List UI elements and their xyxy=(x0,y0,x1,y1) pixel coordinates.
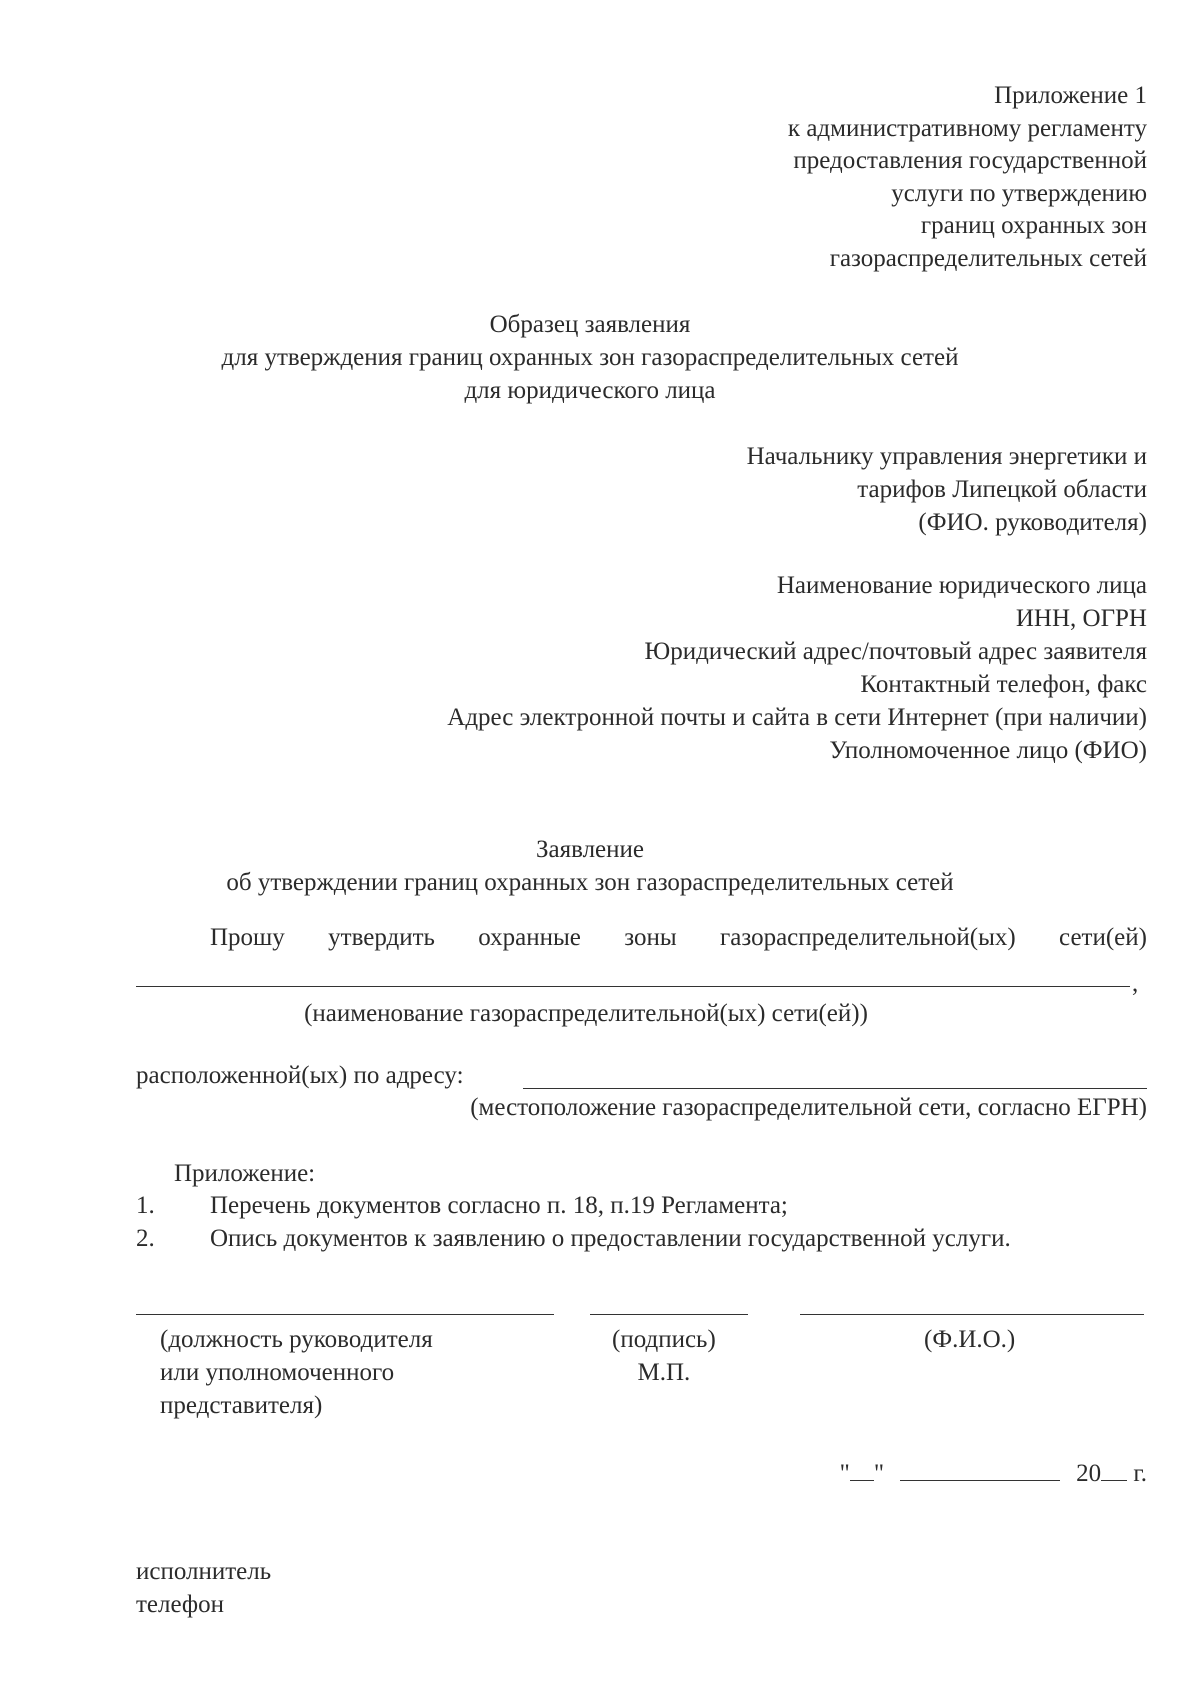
appendix-line: предоставления государственной xyxy=(793,147,1147,174)
attachment-item xyxy=(136,1190,1011,1223)
month-blank[interactable] xyxy=(900,1458,1060,1481)
sample-title xyxy=(130,309,1050,408)
position-caption xyxy=(160,1324,433,1423)
address-blank[interactable] xyxy=(523,1088,1147,1089)
attachment-number: 1. xyxy=(136,1192,155,1219)
request-word: Прошу xyxy=(210,924,285,951)
executor-label: исполнитель xyxy=(136,1558,272,1585)
phone-label: телефон xyxy=(136,1591,224,1618)
sample-title-line: для утверждения границ охранных зон газораспределительных сетей xyxy=(221,344,959,371)
sample-title-line: для юридического лица xyxy=(464,377,716,404)
executor-block xyxy=(136,1556,271,1622)
position-caption-line: или уполномоченного xyxy=(160,1359,395,1386)
position-caption-line: (должность руководителя xyxy=(160,1326,433,1353)
year-prefix: 20 xyxy=(1076,1460,1102,1487)
sample-title-line: Образец заявления xyxy=(489,311,691,338)
applicant-line: Адрес электронной почты и сайта в сети Интернет (при наличии) xyxy=(447,704,1147,731)
quote-open: " xyxy=(839,1460,850,1487)
appendix-line: границ охранных зон xyxy=(920,212,1147,239)
appendix-line: услуги по утверждению xyxy=(891,179,1147,207)
request-line xyxy=(210,922,1147,955)
year-field xyxy=(1076,1458,1147,1491)
request-word: охранные xyxy=(478,924,581,951)
appendix-line: к административному регламенту xyxy=(787,114,1147,142)
full-name-blank[interactable] xyxy=(800,1314,1144,1315)
signature-caption-text: (подпись) xyxy=(612,1326,716,1353)
attachment-item xyxy=(136,1223,1011,1256)
appendix-line: газораспределительных сетей xyxy=(829,244,1147,272)
request-word: газораспределительной(ых) xyxy=(720,924,1016,951)
applicant-block xyxy=(247,570,1147,768)
applicant-line: ИНН, ОГРН xyxy=(1015,605,1147,632)
year-blank[interactable] xyxy=(1101,1458,1127,1481)
addressee-line: Начальнику управления энергетики и xyxy=(746,443,1147,470)
signature-blank[interactable] xyxy=(590,1314,748,1315)
addressee-line: тарифов Липецкой области xyxy=(857,476,1147,503)
year-suffix: г. xyxy=(1133,1460,1147,1487)
attachment-number: 2. xyxy=(136,1225,155,1252)
request-word: зоны xyxy=(624,924,677,951)
applicant-line: Уполномоченное лицо (ФИО) xyxy=(829,737,1147,764)
position-blank[interactable] xyxy=(136,1314,554,1315)
statement-subtitle: об утверждении границ охранных зон газораспределительных сетей xyxy=(226,869,954,896)
addressee-line: (ФИО. руководителя) xyxy=(918,509,1147,536)
address-label: расположенной(ых) по адресу: xyxy=(136,1062,464,1089)
attachment-text: Перечень документов согласно п. 18, п.19 Регламента; xyxy=(210,1192,788,1219)
position-caption-line: представителя) xyxy=(160,1392,323,1419)
appendix-reference xyxy=(627,80,1147,275)
applicant-line: Юридический адрес/почтовый адрес заявителя xyxy=(644,638,1147,665)
date-line xyxy=(840,1458,1147,1491)
request-word: сети(ей) xyxy=(1059,924,1147,951)
quote-close: " xyxy=(873,1460,885,1487)
day-field xyxy=(840,1458,884,1491)
network-name-caption: (наименование газораспределительной(ых) сети(ей)) xyxy=(304,1000,868,1027)
signature-caption xyxy=(612,1324,716,1390)
attachments-list xyxy=(136,1190,1011,1256)
applicant-line: Наименование юридического лица xyxy=(776,572,1147,599)
stamp-label: М.П. xyxy=(637,1359,691,1386)
request-word: утвердить xyxy=(328,924,435,951)
attachment-text: Опись документов к заявлению о предоставлении государственной услуги. xyxy=(210,1225,1011,1252)
address-caption: (местоположение газораспределительной сети, согласно ЕГРН) xyxy=(470,1094,1147,1121)
full-name-caption: (Ф.И.О.) xyxy=(924,1326,1016,1353)
line-end-comma: , xyxy=(1132,970,1139,997)
appendix-line: Приложение 1 xyxy=(994,82,1147,109)
addressee-block xyxy=(627,441,1147,540)
statement-heading xyxy=(130,834,1050,900)
statement-title: Заявление xyxy=(535,836,645,863)
attachments-label: Приложение: xyxy=(174,1160,316,1187)
day-blank[interactable] xyxy=(850,1458,874,1481)
applicant-line: Контактный телефон, факс xyxy=(860,671,1147,698)
network-name-blank[interactable] xyxy=(136,986,1130,987)
